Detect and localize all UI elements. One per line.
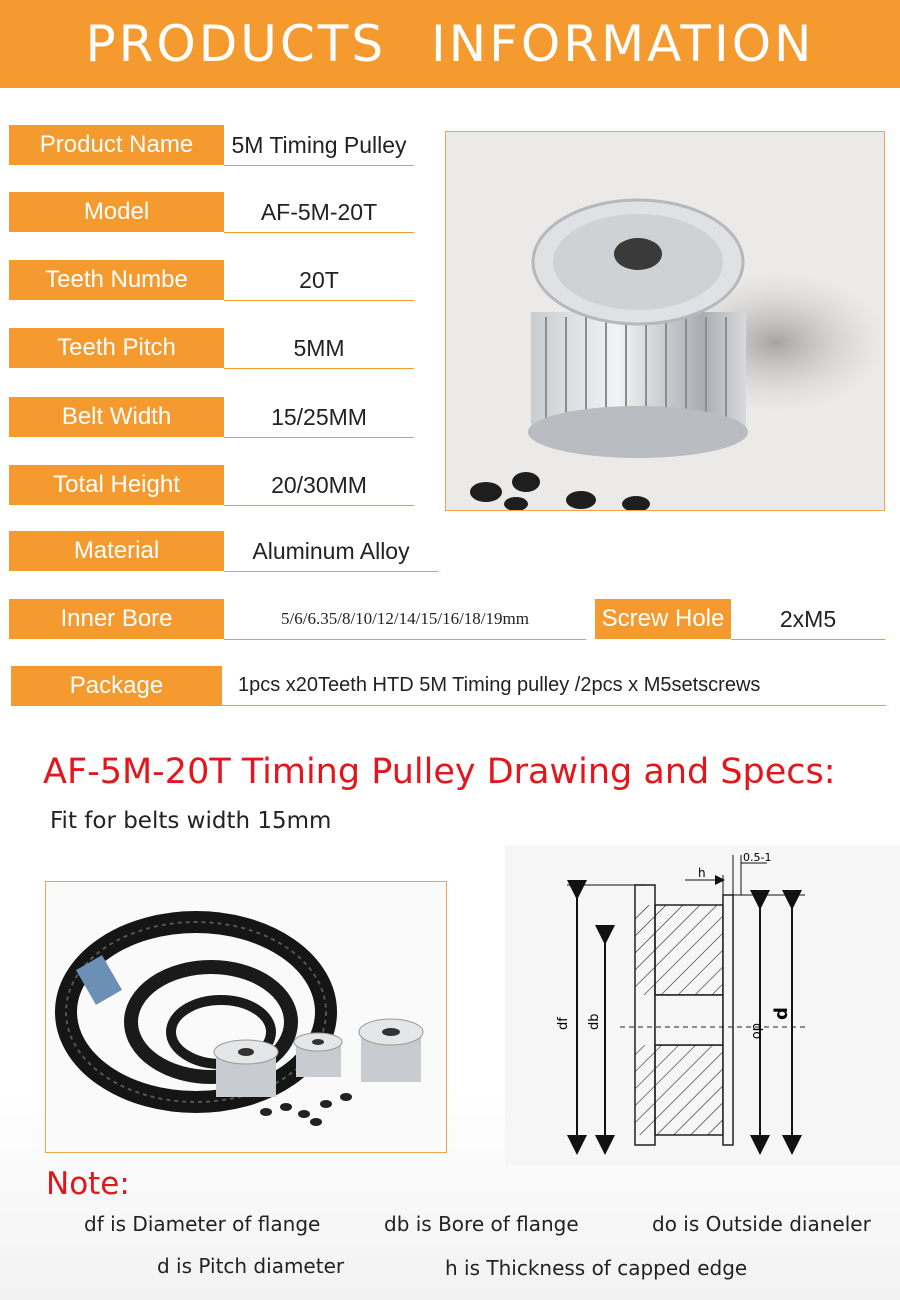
label-product-name: Product Name: [9, 125, 224, 165]
label-inner-bore: Inner Bore: [9, 599, 224, 639]
value-inner-bore: 5/6/6.35/8/10/12/14/15/16/18/19mm: [224, 599, 586, 640]
drawing-title: AF-5M-20T Timing Pulley Drawing and Specs:: [43, 752, 836, 792]
label-belt-width: Belt Width: [9, 397, 224, 437]
label-total-height: Total Height: [9, 465, 224, 505]
value-teeth-number: 20T: [224, 260, 414, 301]
label-db: db: [587, 1013, 602, 1030]
technical-drawing: [505, 845, 900, 1165]
value-total-height: 20/30MM: [224, 465, 414, 506]
belt-photo: [45, 881, 447, 1153]
drawing-svg: [505, 845, 900, 1165]
label-teeth-number: Teeth Numbe: [9, 260, 224, 300]
label-model: Model: [9, 192, 224, 232]
label-screw-hole: Screw Hole: [595, 599, 731, 639]
note-df: df is Diameter of flange: [84, 1212, 321, 1236]
label-df: df: [556, 1017, 571, 1030]
drawing-subtitle: Fit for belts width 15mm: [50, 808, 332, 834]
note-db: db is Bore of flange: [384, 1212, 579, 1236]
note-d: d is Pitch diameter: [157, 1254, 345, 1278]
label-h: h: [698, 866, 706, 880]
value-product-name: 5M Timing Pulley: [224, 125, 414, 166]
label-package: Package: [11, 666, 222, 706]
value-teeth-pitch: 5MM: [224, 328, 414, 369]
value-belt-width: 15/25MM: [224, 397, 414, 438]
label-teeth-pitch: Teeth Pitch: [9, 328, 224, 368]
value-package: 1pcs x20Teeth HTD 5M Timing pulley /2pcs x M5setscrews: [222, 666, 886, 706]
value-model: AF-5M-20T: [224, 192, 414, 233]
value-screw-hole: 2xM5: [731, 599, 885, 640]
label-gap: 0.5-1: [743, 851, 772, 864]
pulley-photo: [445, 131, 885, 511]
note-do: do is Outside dianeler: [652, 1212, 871, 1236]
note-title: Note:: [46, 1166, 130, 1202]
page-title: PRODUCTS INFORMATION: [85, 15, 815, 73]
note-h: h is Thickness of capped edge: [445, 1256, 748, 1280]
label-d: d: [771, 1007, 792, 1020]
pulley-image: [446, 132, 884, 510]
label-material: Material: [9, 531, 224, 571]
value-material: Aluminum Alloy: [224, 531, 438, 572]
belt-image: [46, 882, 446, 1152]
label-do: do: [749, 1023, 764, 1040]
header-banner: [0, 0, 900, 88]
